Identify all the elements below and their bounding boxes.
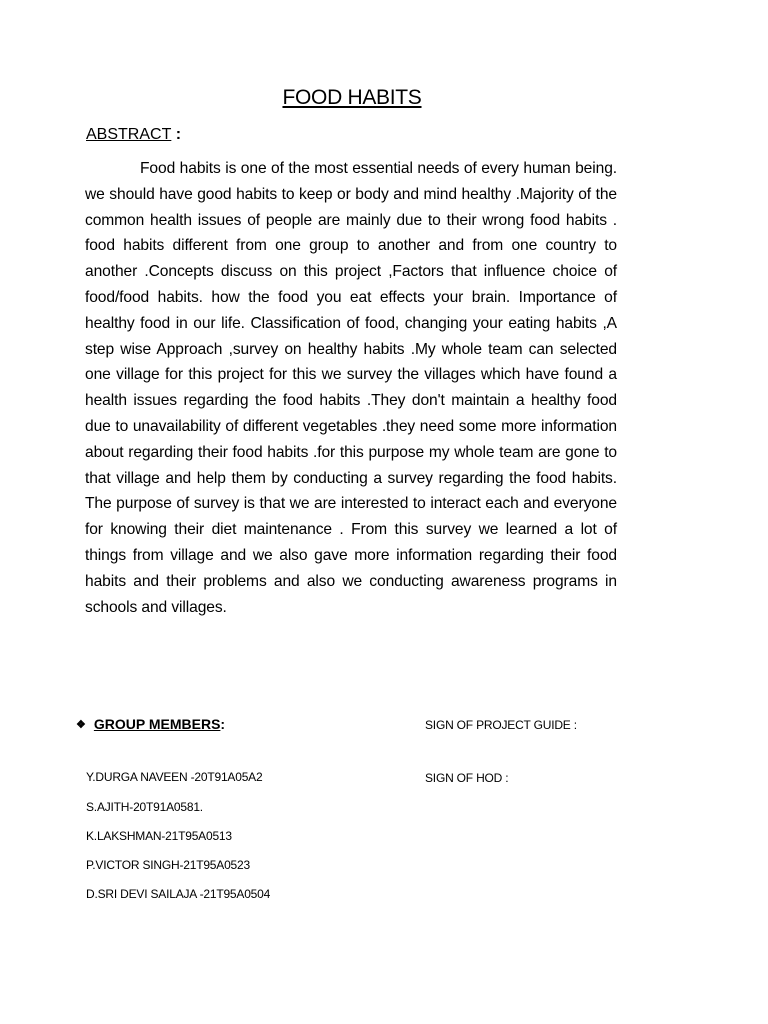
member-item: D.SRI DEVI SAILAJA -21T95A0504 (86, 887, 271, 901)
member-item: S.AJITH-20T91A0581. (86, 800, 203, 814)
group-members-label: GROUP MEMBERS (93, 716, 221, 732)
abstract-paragraph: Food habits is one of the most essential needs of every human being. we should have good habits to keep or body and mind healthy .Majority of the common health issues of people are mainly due to their wrong food habits . food habits different from one group to another and from one country to another .Concepts discuss on this project ,Factors that influence choice of food/food habits. how the food you eat effects your brain. Importance of healthy food in our life. Classification of food, changing your eating habits ,A step wise Approach ,survey on healthy habits .My whole team can selected one village for this project for this we survey the villages which have found a health issues regarding the food habits .They don't maintain a healthy food due to unavailability of different vegetables .they need some more information about regarding their food habits .for this purpose my whole team are gone to that village and help them by conducting a survey regarding the food habits. The purpose of survey is that we are interested to interact each and everyone for knowing their diet maintenance . From this survey we learned a lot of things from village and we also gave more information regarding their food habits and their problems and also we conducting awareness programs in schools and villages. (85, 160, 617, 616)
document-title: FOOD HABITS (282, 86, 422, 109)
member-item: Y.DURGA NAVEEN -20T91A05A2 (86, 770, 263, 784)
sign-project-guide: SIGN OF PROJECT GUIDE : (425, 718, 577, 732)
group-members-colon: : (220, 716, 226, 732)
abstract-heading (86, 126, 181, 144)
abstract-heading-text: ABSTRACT (86, 126, 172, 143)
abstract-heading-colon: : (171, 126, 182, 143)
member-item: K.LAKSHMAN-21T95A0513 (86, 829, 232, 843)
member-item: P.VICTOR SINGH-21T95A0523 (86, 858, 250, 872)
diamond-bullet-icon: ❖ (76, 719, 86, 731)
sign-hod: SIGN OF HOD : (425, 771, 509, 785)
group-members-heading (76, 716, 225, 732)
